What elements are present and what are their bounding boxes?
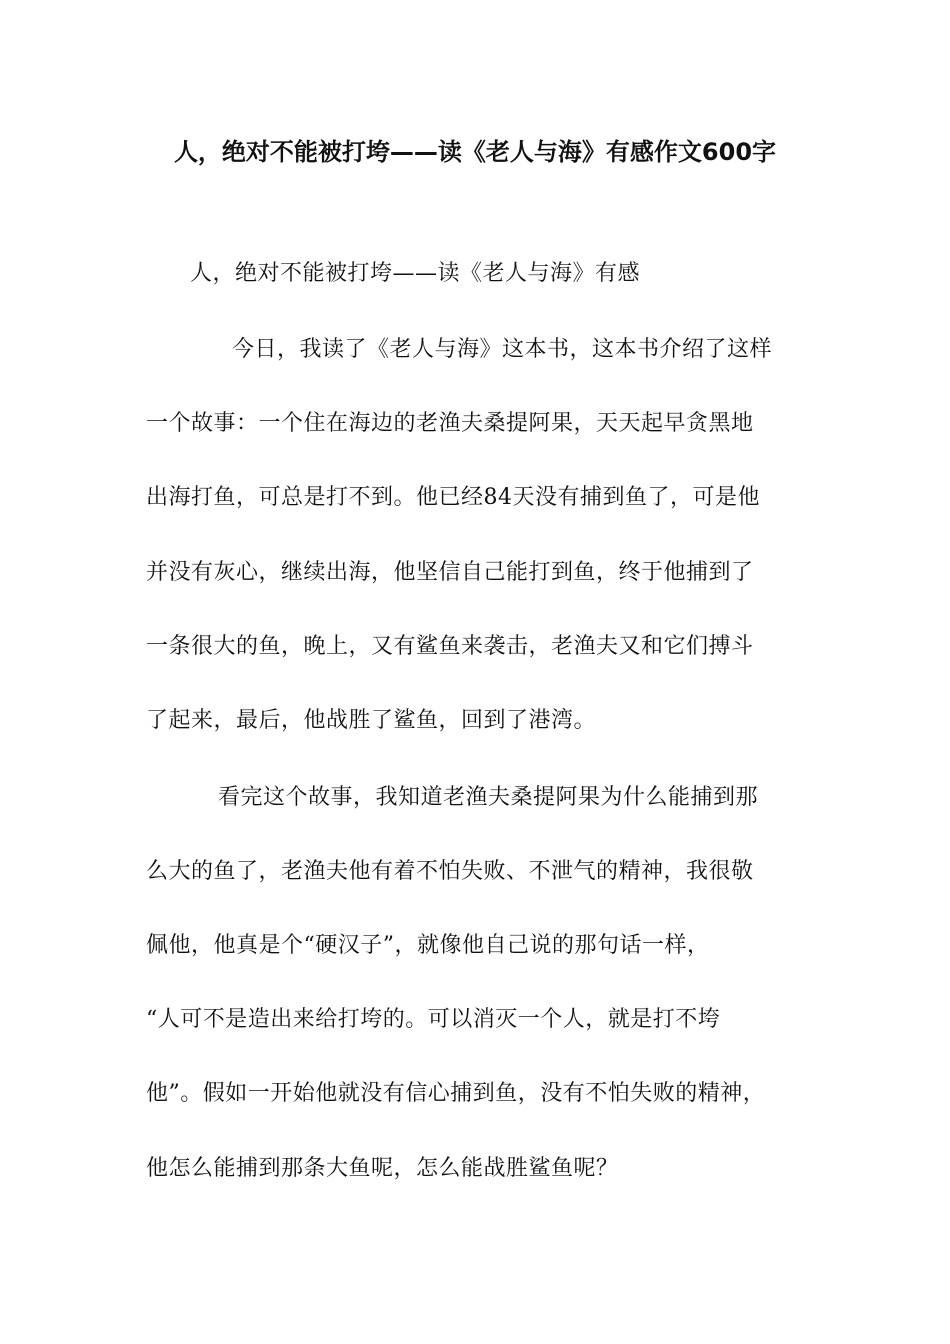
paragraph-2-line: 他怎么能捕到那条大鱼呢，怎么能战胜鲨鱼呢？: [146, 1156, 619, 1181]
paragraph-1-line: 了起来，最后，他战胜了鲨鱼，回到了港湾。: [146, 708, 597, 733]
document-subtitle: 人，绝对不能被打垮——读《老人与海》有感: [190, 261, 641, 286]
paragraph-2-line: 佩他，他真是个“硬汉子”，就像他自己说的那句话一样，: [146, 933, 710, 958]
paragraph-2-line: 么大的鱼了，老渔夫他有着不怕失败、不泄气的精神，我很敬: [146, 859, 754, 884]
paragraph-1-line: 一个故事：一个住在海边的老渔夫桑提阿果，天天起早贪黑地: [146, 411, 754, 436]
page-title: 人，绝对不能被打垮——读《老人与海》有感作文600字: [173, 138, 777, 166]
paragraph-2-line: “人可不是造出来给打垮的。可以消灭一个人，就是打不垮: [146, 1007, 721, 1032]
paragraph-1-line: 并没有灰心，继续出海，他坚信自己能打到鱼，终于他捕到了: [146, 560, 754, 585]
paragraph-2-line: 他”。假如一开始他就没有信心捕到鱼，没有不怕失败的精神，: [146, 1081, 766, 1106]
paragraph-1-line: 今日，我读了《老人与海》这本书，这本书介绍了这样: [232, 337, 773, 362]
paragraph-2-line: 看完这个故事，我知道老渔夫桑提阿果为什么能捕到那: [218, 785, 759, 810]
paragraph-1-line: 一条很大的鱼，晚上，又有鲨鱼来袭击，老渔夫又和它们搏斗: [146, 634, 754, 659]
paragraph-1-line: 出海打鱼，可总是打不到。他已经84天没有捕到鱼了，可是他: [146, 485, 760, 510]
